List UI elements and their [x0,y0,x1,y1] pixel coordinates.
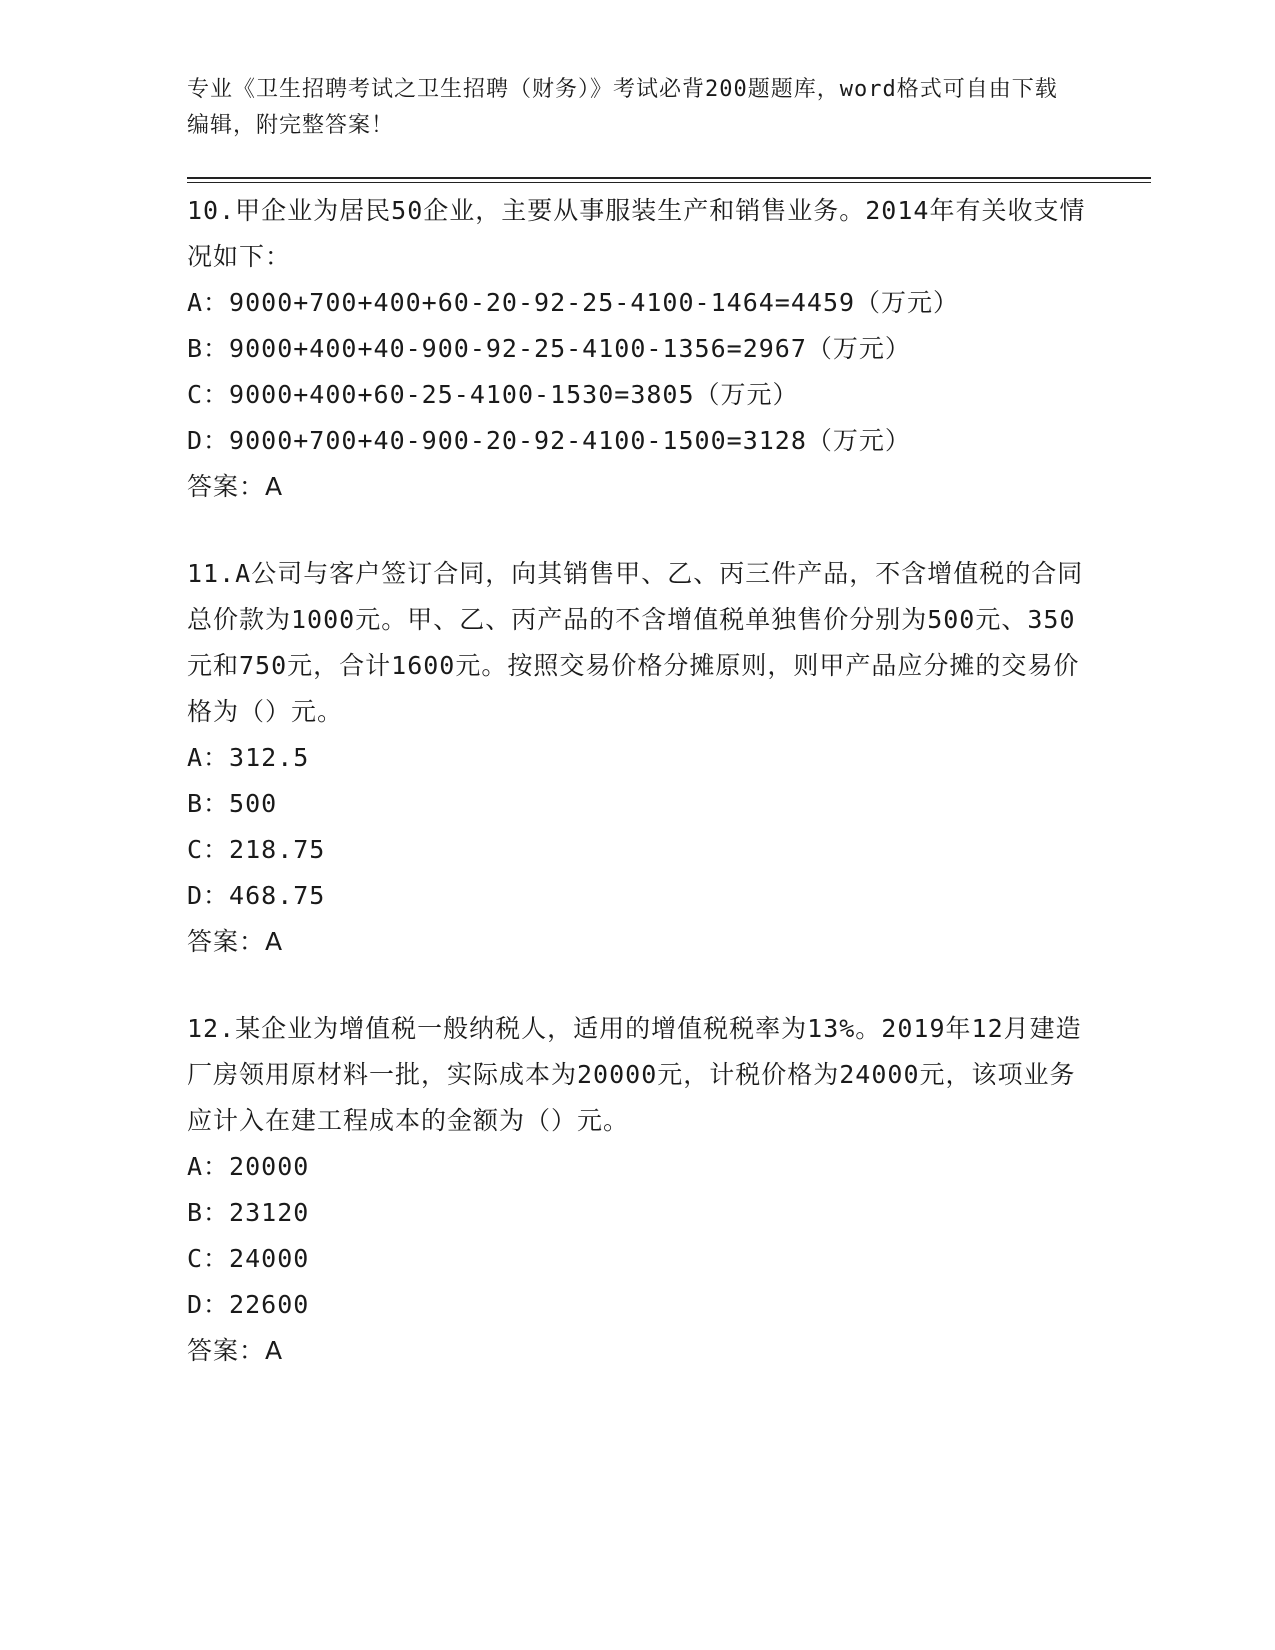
option-c: C：24000 [187,1244,310,1273]
option-b: B：23120 [187,1198,310,1227]
answer-line: 答案：A [187,927,284,956]
answer-line: 答案：A [187,1336,284,1365]
header-divider [187,177,1151,179]
option-d: D：468.75 [187,881,326,910]
header-divider-thin [187,182,1151,183]
option-c: C：9000+400+60-25-4100-1530=3805（万元） [187,380,799,409]
question-10 [187,188,1087,510]
question-stem: 12.某企业为增值税一般纳税人，适用的增值税税率为13%。2019年12月建造厂房领用原材料一批，实际成本为20000元，计税价格为24000元，该项业务应计入在建工程成本的金额为（）元。 [187,1014,1082,1135]
option-a: A：20000 [187,1152,310,1181]
document-header: 专业《卫生招聘考试之卫生招聘（财务）》考试必背200题题库，word格式可自由下载编辑，附完整答案！ [187,77,1058,138]
question-12 [187,1006,1087,1374]
question-11 [187,551,1087,965]
question-stem: 11.A公司与客户签订合同，向其销售甲、乙、丙三件产品，不含增值税的合同总价款为1000元。甲、乙、丙产品的不含增值税单独售价分别为500元、350元和750元，合计1600元。按照交易价格分摊原则，则甲产品应分摊的交易价格为（）元。 [187,559,1084,726]
option-c: C：218.75 [187,835,326,864]
option-b: B：500 [187,789,278,818]
option-a: A：9000+700+400+60-20-92-25-4100-1464=4459（万元） [187,288,960,317]
question-stem: 10.甲企业为居民50企业，主要从事服装生产和销售业务。2014年有关收支情况如下： [187,196,1086,271]
option-a: A：312.5 [187,743,310,772]
option-d: D：9000+700+40-900-20-92-4100-1500=3128（万元） [187,426,911,455]
answer-line: 答案：A [187,472,284,501]
option-b: B：9000+400+40-900-92-25-4100-1356=2967（万元） [187,334,911,363]
option-d: D：22600 [187,1290,310,1319]
